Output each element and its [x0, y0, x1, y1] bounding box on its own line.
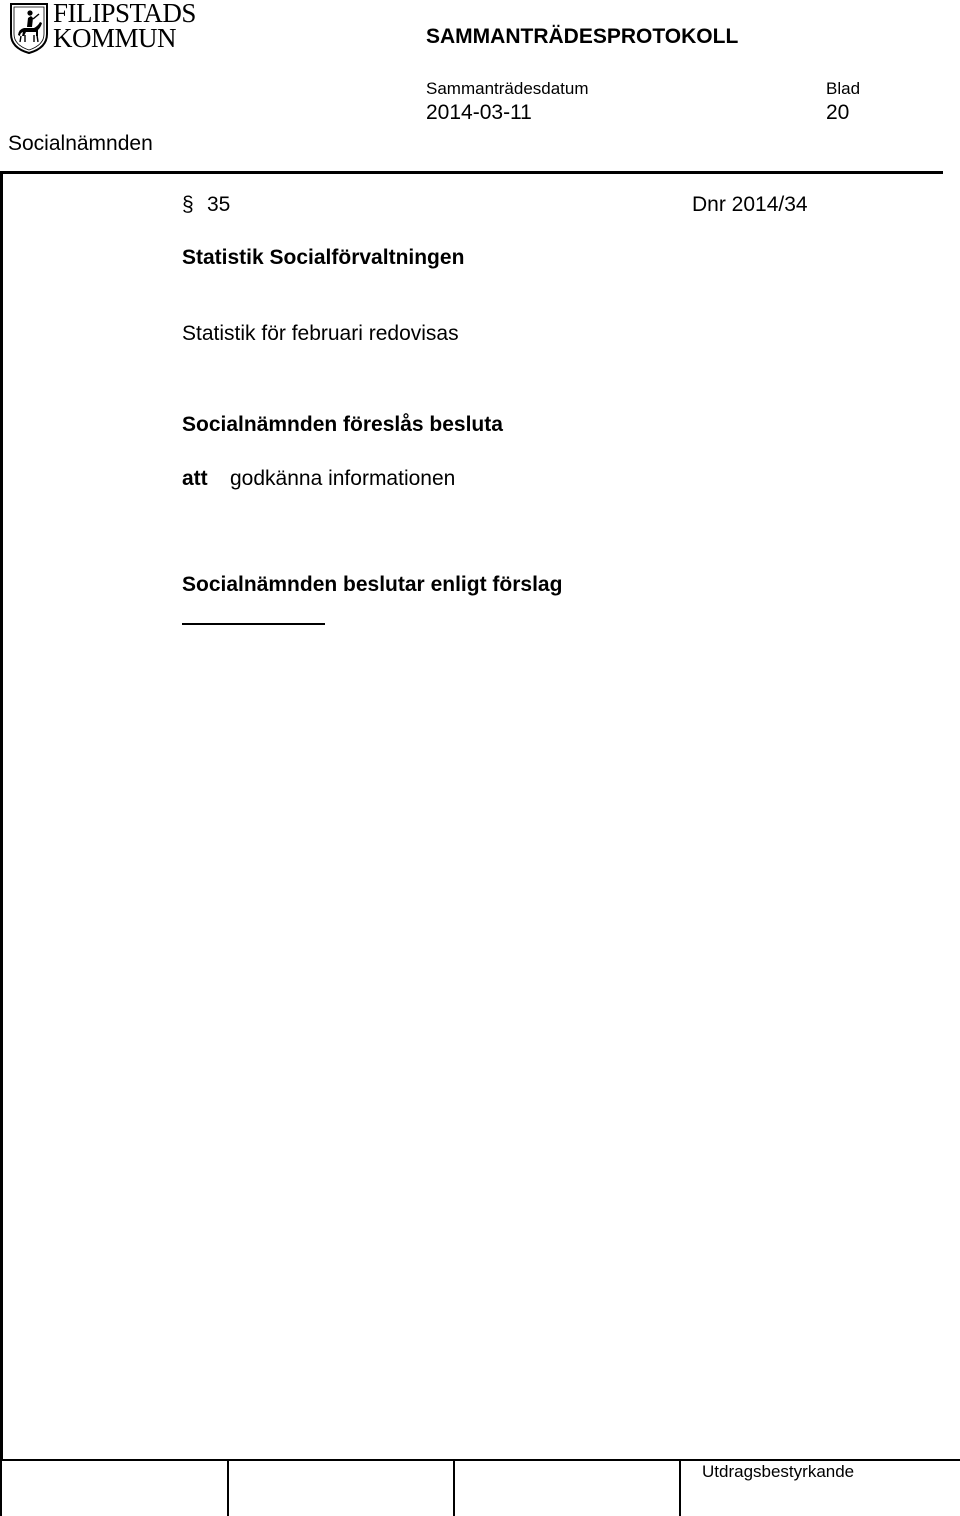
decision-text: Socialnämnden beslutar enligt förslag — [182, 573, 563, 596]
signature-box-border — [0, 1459, 2, 1516]
paragraph-number: 35 — [207, 193, 231, 216]
paragraph-sign: § — [182, 193, 194, 216]
item-body: Statistik för februari redovisas — [182, 322, 459, 345]
proposal-text: godkänna informationen — [230, 467, 456, 490]
meeting-date: 2014-03-11 — [426, 101, 532, 124]
proposal-att: att — [182, 467, 208, 490]
diary-number: Dnr 2014/34 — [692, 193, 808, 216]
certification-label: Utdragsbestyrkande — [702, 1462, 855, 1481]
document-type: SAMMANTRÄDESPROTOKOLL — [426, 25, 739, 48]
header-divider — [0, 171, 943, 174]
proposal-heading: Socialnämnden föreslås besluta — [182, 413, 503, 436]
signature-box-border — [227, 1459, 229, 1516]
page-number: 20 — [826, 101, 850, 124]
left-margin-rule — [0, 171, 3, 1461]
signature-box-border — [679, 1459, 681, 1516]
decision-underline — [182, 623, 325, 625]
logo-text-line2: KOMMUN — [53, 23, 177, 53]
municipality-logo — [9, 2, 214, 54]
page-label: Blad — [826, 79, 861, 98]
signature-box-border — [453, 1459, 455, 1516]
footer-divider — [0, 1459, 960, 1461]
logo-text-line1: FILIPSTADS — [53, 0, 196, 28]
date-label: Sammanträdesdatum — [426, 79, 589, 98]
item-title: Statistik Socialförvaltningen — [182, 246, 465, 269]
municipal-crest-icon — [9, 2, 49, 54]
committee-name: Socialnämnden — [8, 132, 153, 155]
